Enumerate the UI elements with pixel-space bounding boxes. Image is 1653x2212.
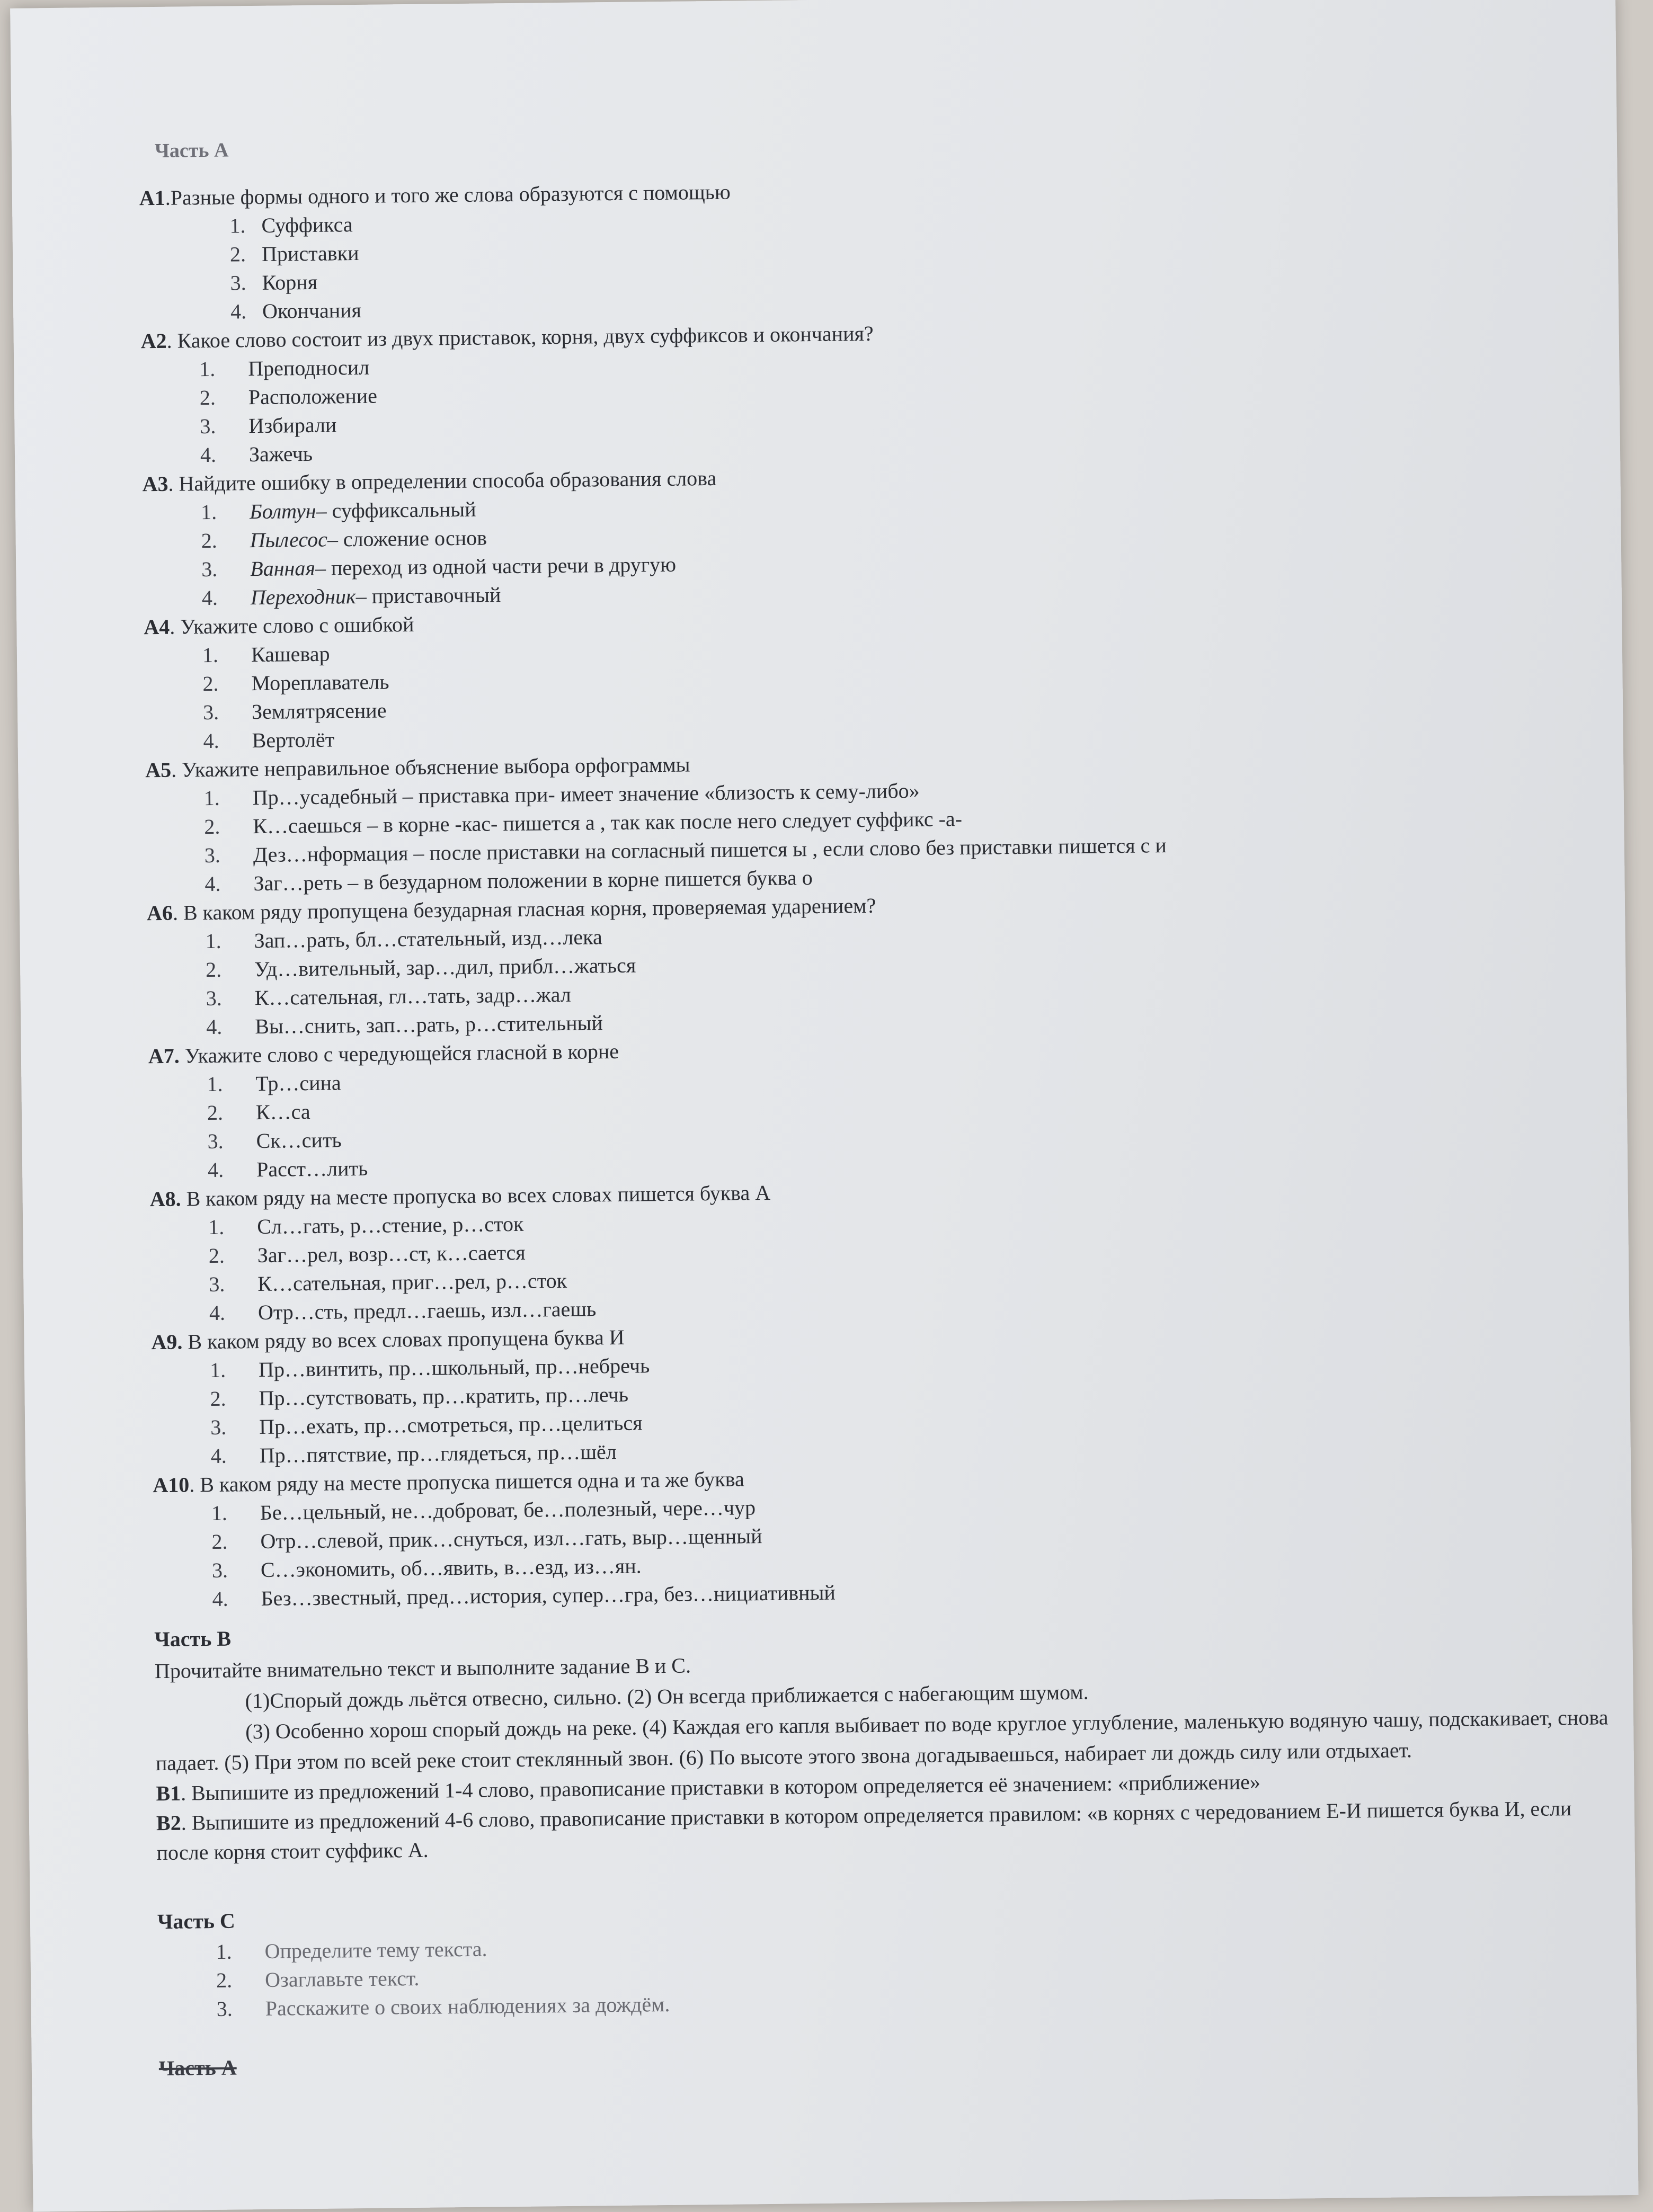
question-label: А4 (144, 614, 170, 639)
option-text: Сл…гать, р…стение, р…сток (257, 1211, 524, 1239)
question-text: . В каком ряду пропущена безударная гласная корня, проверяемая ударением? (172, 893, 876, 925)
option-word: Переходник (250, 584, 356, 610)
list-item: 3. Избирали (157, 397, 1598, 441)
list-item: 2. Пылесос – сложение основ (158, 512, 1599, 555)
list-item: 4. Без…звестный, пред…история, супер…гра, без…нициативный (170, 1570, 1611, 1613)
question-text: . Найдите ошибку в определении способа образования слова (168, 466, 717, 496)
options-a4 (160, 626, 1602, 755)
text-paragraph-2: (3) Особенно хорош спорый дождь на реке. (4) Каждая его капля выбивает по воде круглое углубление, маленькую водяную чашу, подскакивает, снова падает. (5) При этом по всей реке стоит стеклянный звон. (6) По высоте этого звона догадываешься, набирает ли дождь силу или отдыхает. (155, 1705, 1608, 1776)
question-text: . Укажите слово с ошибкой (170, 612, 414, 639)
option-text: Пр…ехать, пр…смотреться, пр…целиться (259, 1411, 643, 1439)
list-item: 2. Пр…сутствовать, пр…кратить, пр…лечь (167, 1370, 1608, 1413)
list-item: 1. Зап…рать, бл…стательный, изд…лека (163, 912, 1604, 956)
list-item: 3. Ск…сить (165, 1112, 1606, 1156)
task-label: В1 (156, 1781, 181, 1806)
option-text: Без…звестный, пред…история, супер…гра, без…нициативный (261, 1580, 836, 1611)
list-item: 1. Преподносил (157, 340, 1598, 383)
option-text: Землятрясение (251, 698, 387, 724)
list-item: 1. Сл…гать, р…стение, р…сток (166, 1198, 1607, 1242)
list-item: 1. Болтун – суффиксальный (158, 483, 1599, 527)
question-label: А7. (148, 1043, 180, 1068)
list-item: 4. Расст…лить (165, 1141, 1606, 1184)
option-text: – сложение основ (327, 525, 487, 551)
option-text: Кашевар (251, 641, 330, 667)
option-text: Преподносил (248, 355, 370, 381)
option-text: Мореплаватель (251, 670, 389, 695)
option-text: Вы…снить, зап…рать, р…стительный (255, 1011, 603, 1039)
option-word: Ванная (250, 556, 316, 581)
list-item: 4. Переходник – приставочный (159, 569, 1601, 612)
option-text: – переход из одной части речи в другую (315, 552, 677, 580)
part-c-title: Часть С (157, 1908, 236, 1934)
option-text: Пр…сутствовать, пр…кратить, пр…лечь (259, 1382, 629, 1411)
option-text: К…сательная, приг…рел, р…сток (257, 1268, 567, 1296)
option-text: Избирали (248, 413, 337, 438)
options-a5 (161, 769, 1603, 898)
option-text: Корня (262, 270, 318, 295)
task-text: Определите тему текста. (264, 1937, 487, 1963)
list-item: 3. Дез…нформация – после приставки на согласный пишется ы , если слово без приставки пишется с и (162, 826, 1603, 870)
list-item: 4. Вертолёт (161, 712, 1602, 755)
list-item: 2. Озаглавьте текст. (174, 1951, 1615, 1995)
option-text: К…сательная, гл…тать, задр…жал (254, 982, 571, 1010)
list-item: 4. Окончания (199, 283, 1597, 326)
list-item: 4. Отр…сть, предл…гаешь, изл…гаешь (167, 1284, 1608, 1327)
option-text: Дез…нформация – после приставки на согласный пишется ы , если слово без приставки пишется с и (253, 833, 1167, 867)
option-text: Вертолёт (252, 727, 335, 753)
option-text: Расположение (248, 383, 378, 409)
option-text: Окончания (262, 298, 362, 323)
list-item: 4. Зажечь (158, 426, 1599, 469)
question-label: А10 (153, 1473, 190, 1497)
list-item: 1. Тр…сина (164, 1055, 1605, 1099)
option-text: Уд…вительный, зар…дил, прибл…жаться (254, 953, 636, 982)
task-text: . Выпишите из предложений 4-6 слово, правописание приставки в котором определяется правилом: «в корнях с чередованием Е-И пишется буква И, если после корня стоит суффикс А. (156, 1796, 1572, 1865)
text-paragraph-1: (1)Спорый дождь льётся отвесно, сильно. (2) Он всегда приближается с набегающим шумом. (245, 1680, 1089, 1713)
options-a10 (169, 1484, 1611, 1613)
option-text: Расст…лить (256, 1156, 368, 1182)
list-item: 1. Бе…цельный, не…доброват, бе…полезный, чере…чур (169, 1484, 1610, 1528)
option-text: Заг…реть – в безударном положении в корне пишется буква о (253, 866, 813, 896)
option-text: С…экономить, об…явить, в…езд, из…ян. (260, 1554, 642, 1582)
list-item: 3. Расскажите о своих наблюдениях за дождём. (174, 1980, 1615, 2023)
list-item: 2. К…са (165, 1084, 1606, 1127)
question-label: А5 (145, 757, 172, 782)
options-a2 (157, 340, 1599, 469)
option-text: – приставочный (356, 583, 501, 609)
option-text: Пр…усадебный – приставка при- имеет значение «близость к сему-либо» (252, 778, 920, 810)
list-item: 2. Приставки (198, 226, 1597, 269)
list-item: 2. Расположение (157, 369, 1598, 412)
list-item: 2. Уд…вительный, зар…дил, прибл…жаться (163, 941, 1604, 984)
list-item: 4. Заг…реть – в безударном положении в корне пишется буква о (162, 855, 1603, 898)
footer-struck-title: Часть А (158, 2055, 237, 2081)
list-item: 3. К…сательная, приг…рел, р…сток (166, 1255, 1607, 1299)
question-label: А9. (151, 1330, 183, 1354)
task-label: В2 (156, 1810, 181, 1835)
worksheet-content (139, 124, 1616, 2085)
list-item: 1. Пр…винтить, пр…школьный, пр…небречь (167, 1341, 1608, 1385)
list-item: 1. Кашевар (160, 626, 1601, 670)
option-text: Приставки (261, 240, 359, 266)
question-text: .Разные формы одного и того же слова образуются с помощью (165, 180, 731, 210)
option-text: К…саешься – в корне -кас- пишется а , так как после него следует суффикс -а- (253, 807, 963, 839)
options-a8 (166, 1198, 1608, 1327)
option-text: Отр…слевой, прик…снуться, изл…гать, выр…щенный (260, 1524, 762, 1554)
list-item: 2. Заг…рел, возр…ст, к…сается (166, 1227, 1607, 1270)
option-text: Тр…сина (255, 1071, 341, 1096)
question-label: А8. (149, 1187, 181, 1211)
list-item: 2. Мореплаватель (160, 655, 1601, 698)
option-text: К…са (255, 1100, 310, 1125)
list-item: 3. К…сательная, гл…тать, задр…жал (163, 969, 1604, 1013)
options-a9 (167, 1341, 1610, 1470)
question-text: . В каком ряду на месте пропуска пишется одна и та же буква (189, 1467, 744, 1497)
part-a-title: Часть А (154, 139, 229, 162)
question-text: . Какое слово состоит из двух приставок, корня, двух суффиксов и окончания? (166, 321, 874, 353)
options-a6 (163, 912, 1605, 1041)
option-word: Пылесос (250, 527, 328, 552)
question-text: Укажите слово с чередующейся гласной в корне (179, 1039, 619, 1068)
list-item: 3. Землятрясение (161, 683, 1602, 727)
options-a1 (198, 197, 1597, 326)
list-item: 3. Пр…ехать, пр…смотреться, пр…целиться (168, 1398, 1609, 1442)
option-text: Суффикса (261, 212, 353, 237)
options-a3 (158, 483, 1601, 612)
options-a7 (164, 1055, 1606, 1184)
option-text: Пр…пятствие, пр…глядеться, пр…шёл (259, 1439, 617, 1468)
list-item: 4. Вы…снить, зап…рать, р…стительный (164, 998, 1605, 1041)
task-text: . Выпишите из предложений 1-4 слово, правописание приставки в котором определяется её значением: «приближение» (180, 1770, 1261, 1805)
question-label: А2 (140, 328, 167, 353)
question-label: А3 (142, 471, 168, 496)
list-item: 2. Отр…слевой, прик…снуться, изл…гать, выр…щенный (169, 1513, 1610, 1556)
question-text: В каком ряду во всех словах пропущена буква И (182, 1325, 625, 1354)
option-text: Зажечь (248, 441, 313, 467)
list-item: 3. Корня (198, 254, 1597, 298)
part-b-title: Часть В (154, 1626, 232, 1652)
question-label: А6 (146, 900, 173, 925)
task-text: Расскажите о своих наблюдениях за дождём. (265, 1992, 670, 2020)
option-text: Заг…рел, возр…ст, к…сается (257, 1240, 526, 1268)
list-item: 4. Пр…пятствие, пр…глядеться, пр…шёл (168, 1427, 1610, 1470)
list-item: 1. Определите тему текста. (173, 1923, 1614, 1966)
option-word: Болтун (249, 498, 316, 524)
part-b-intro: Прочитайте внимательно текст и выполните задание В и С. (154, 1653, 691, 1683)
task-text: Озаглавьте текст. (264, 1966, 420, 1992)
part-c-list (173, 1923, 1615, 2023)
question-text: В каком ряду на месте пропуска во всех словах пишется буква А (181, 1180, 771, 1211)
option-text: Отр…сть, предл…гаешь, изл…гаешь (257, 1297, 597, 1325)
option-text: Ск…сить (256, 1128, 342, 1153)
option-text: Зап…рать, бл…стательный, изд…лека (254, 925, 602, 953)
option-text: Бе…цельный, не…доброват, бе…полезный, чере…чур (260, 1495, 756, 1525)
option-text: – суффиксальный (316, 497, 476, 523)
question-label: А1 (139, 185, 166, 210)
question-text: . Укажите неправильное объяснение выбора орфограммы (171, 752, 690, 782)
list-item: 3. Ванная – переход из одной части речи в другую (159, 540, 1600, 584)
list-item: 1. Суффикса (198, 197, 1596, 240)
paper-sheet (10, 0, 1638, 2212)
list-item: 2. К…саешься – в корне -кас- пишется а , так как после него следует суффикс -а- (162, 798, 1603, 841)
list-item: 3. С…экономить, об…явить, в…езд, из…ян. (170, 1541, 1611, 1585)
list-item: 1. Пр…усадебный – приставка при- имеет значение «близость к сему-либо» (161, 769, 1602, 813)
option-text: Пр…винтить, пр…школьный, пр…небречь (258, 1353, 650, 1382)
